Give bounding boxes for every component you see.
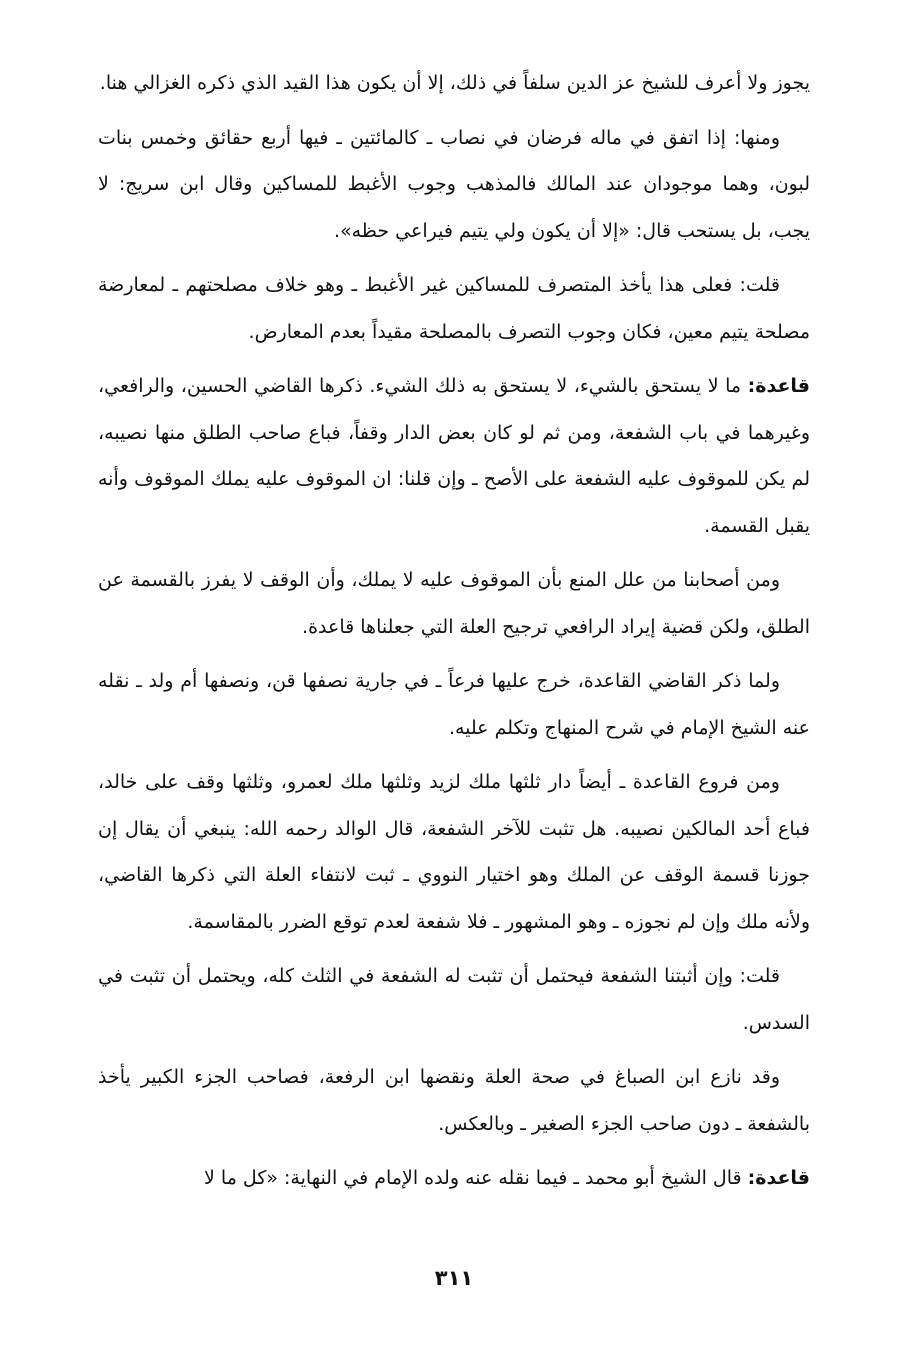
paragraph — [98, 115, 810, 255]
paragraph — [98, 60, 810, 107]
paragraph — [98, 557, 810, 650]
paragraph-text: ومن أصحابنا من علل المنع بأن الموقوف عليه لا يملك، وأن الوقف لا يفرز بالقسمة عن الطلق، ولكن قضية إيراد الرافعي ترجيح العلة التي جعلناها قاعدة. — [98, 569, 810, 638]
rule-heading: قاعدة: — [747, 1167, 810, 1189]
paragraph-text: يجوز ولا أعرف للشيخ عز الدين سلفاً في ذلك، إلا أن يكون هذا القيد الذي ذكره الغزالي هنا. — [99, 72, 810, 94]
paragraph — [98, 1054, 810, 1147]
paragraph-text: ومنها: إذا اتفق في ماله فرضان في نصاب ـ كالمائتين ـ فيها أربع حقائق وخمس بنات لبون، وهما موجودان عند المالك فالمذهب وجوب الأغبط للمساكين وقال ابن سريج: لا يجب، بل يستحب قال: «إلا أن يكون ولي يتيم فيراعي حظه». — [98, 126, 810, 242]
paragraph-text: ولما ذكر القاضي القاعدة، خرج عليها فرعاً ـ في جارية نصفها قن، ونصفها أم ولد ـ نقله عنه الشيخ الإمام في شرح المنهاج وتكلم عليه. — [98, 670, 810, 739]
paragraph-text: قال الشيخ أبو محمد ـ فيما نقله عنه ولده الإمام في النهاية: «كل ما لا — [204, 1167, 748, 1189]
paragraph — [98, 953, 810, 1046]
paragraph-text: قلت: وإن أثبتنا الشفعة فيحتمل أن تثبت له الشفعة في الثلث كله، ويحتمل أن تثبت في السدس. — [98, 965, 810, 1034]
paragraph — [98, 363, 810, 549]
paragraph-text: وقد نازع ابن الصباغ في صحة العلة ونقضها ابن الرفعة، فصاحب الجزء الكبير يأخذ بالشفعة ـ دون صاحب الجزء الصغير ـ وبالعكس. — [98, 1066, 810, 1135]
paragraph-text: ما لا يستحق بالشيء، لا يستحق به ذلك الشيء. ذكرها القاضي الحسين، والرافعي، وغيرهما في باب الشفعة، ومن ثم لو كان بعض الدار وقفاً، فباع صاحب الطلق منها نصيبه، لم يكن للموقوف عليه الشفعة على الأصح ـ وإن قلنا: ان الموقوف عليه يملك الموقوف وأنه يقبل القسمة. — [98, 375, 810, 537]
paragraph-text: قلت: فعلى هذا يأخذ المتصرف للمساكين غير الأغبط ـ وهو خلاف مصلحتهم ـ لمعارضة مصلحة يتيم معين، فكان وجوب التصرف بالمصلحة مقيداً بعدم المعارض. — [98, 274, 810, 343]
paragraph-text: ومن فروع القاعدة ـ أيضاً دار ثلثها ملك لزيد وثلثها ملك لعمرو، وثلثها وقف على خالد، فباع أحد المالكين نصيبه. هل تثبت للآخر الشفعة، قال الوالد رحمه الله: ينبغي أن يقال إن جوزنا قسمة الوقف عن الملك وهو اختيار النووي ـ ثبت لانتفاء العلة التي ذكرها القاضي، ولأنه ملك وإن لم نجوزه ـ وهو المشهور ـ فلا شفعة لعدم توقع الضرر بالمقاسمة. — [98, 771, 810, 933]
paragraph — [98, 759, 810, 945]
page-number: ٣١١ — [434, 1266, 474, 1290]
paragraph — [98, 658, 810, 751]
paragraph — [98, 1155, 810, 1202]
rule-heading: قاعدة: — [747, 375, 810, 397]
paragraph — [98, 262, 810, 355]
page-body — [98, 60, 810, 1210]
